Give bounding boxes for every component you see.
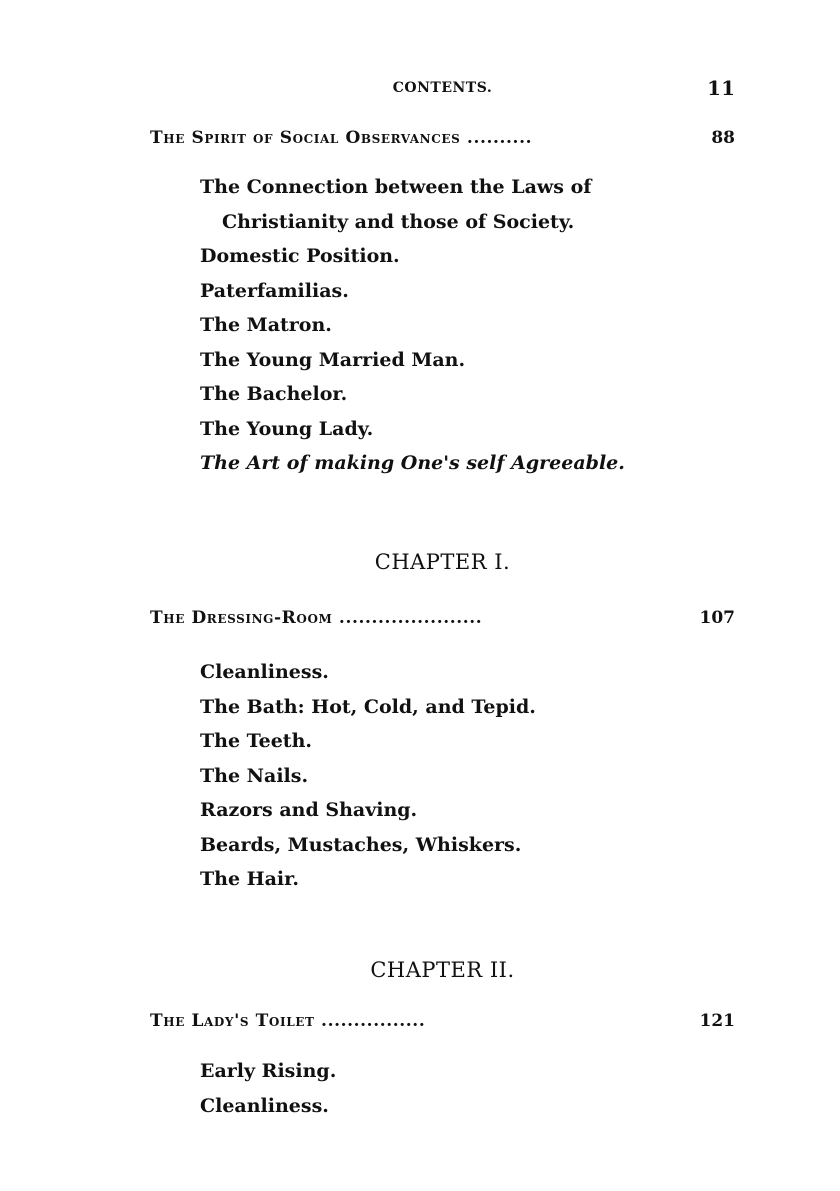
subtopic-list: [200, 655, 720, 897]
dot-leader: ..........: [466, 128, 533, 148]
subtopic-item: Beards, Mustaches, Whiskers.: [200, 833, 522, 856]
subtopic-item: The Teeth.: [200, 730, 312, 752]
toc-entry-dressing-room[interactable]: [150, 608, 735, 636]
subtopic-item: The Nails.: [200, 764, 309, 787]
subtopic-item: The Art of making One's self Agreeable.: [200, 452, 625, 474]
chapter-heading: CHAPTER II.: [370, 958, 515, 982]
subtopic-item: Domestic Position.: [200, 245, 400, 267]
toc-entry-title: The Spirit of Social Observances ..........: [150, 128, 533, 148]
subtopic-item: The Connection between the Laws of Christianity and those of Society.: [200, 176, 592, 233]
toc-entry-social-observances[interactable]: [150, 128, 735, 156]
page-number: 11: [707, 76, 735, 100]
toc-entry-page: 121: [699, 1011, 735, 1031]
dot-leader: ......................: [338, 608, 483, 628]
subtopic-item: Razors and Shaving.: [200, 799, 418, 821]
subtopic-item: The Young Married Man.: [200, 348, 466, 371]
running-head: [150, 76, 735, 102]
subtopic-list: [200, 170, 720, 481]
subtopic-item: The Hair.: [200, 868, 300, 890]
subtopic-item: Cleanliness.: [200, 661, 329, 683]
subtopic-item: The Young Lady.: [200, 417, 374, 440]
toc-entry-page: 107: [699, 608, 735, 628]
toc-entry-ladys-toilet[interactable]: [150, 1011, 735, 1039]
toc-entry-title: The Dressing-Room ......................: [150, 608, 483, 628]
subtopic-item: The Bachelor.: [200, 383, 348, 405]
subtopic-list: [200, 1054, 720, 1123]
toc-entry-page: 88: [711, 128, 735, 148]
subtopic-item: Early Rising.: [200, 1060, 337, 1082]
subtopic-item: The Bath: Hot, Cold, and Tepid.: [200, 695, 536, 718]
subtopic-item: Paterfamilias.: [200, 279, 349, 302]
dot-leader: ................: [321, 1011, 426, 1031]
subtopic-item: The Matron.: [200, 314, 332, 336]
subtopic-item: Cleanliness.: [200, 1094, 329, 1117]
chapter-heading: CHAPTER I.: [374, 550, 511, 574]
toc-entry-title: The Lady's Toilet ................: [150, 1011, 426, 1031]
running-head-title: CONTENTS.: [392, 80, 493, 96]
